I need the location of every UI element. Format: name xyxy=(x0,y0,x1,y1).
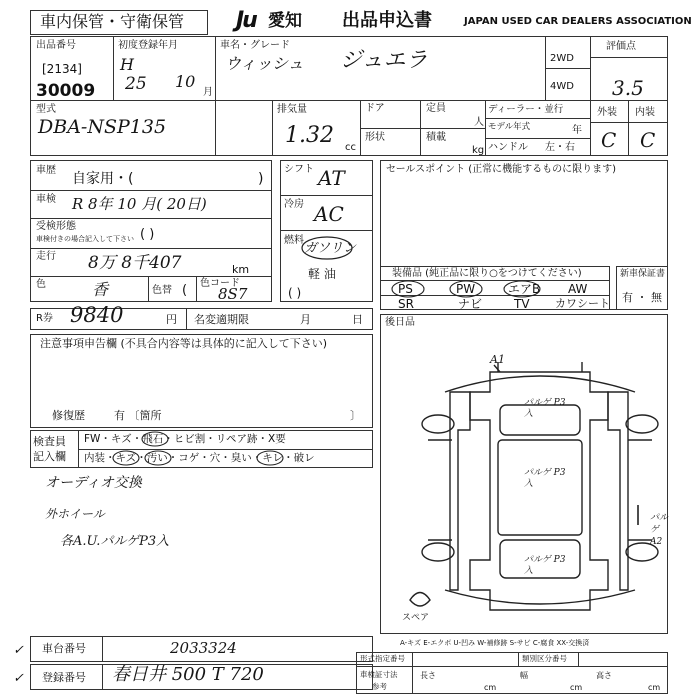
equip-sr: SR xyxy=(398,297,414,311)
fuel-paren: ( ) xyxy=(288,286,302,300)
inspect-label: 車検 xyxy=(36,194,56,205)
color-label: 色 xyxy=(36,279,46,290)
inspector-label: 検査員記入欄 xyxy=(33,435,66,463)
lot-label: 出品番号 xyxy=(36,40,76,51)
height-unit: cm xyxy=(648,683,661,692)
length-label: 長さ xyxy=(420,671,436,680)
deadline-label: 名変適期限 xyxy=(194,313,249,326)
capacity-unit: 人 xyxy=(474,117,484,128)
shift-value: AT xyxy=(318,166,345,190)
color-change-paren: ( xyxy=(182,283,188,298)
warranty-label: 新車保証書 xyxy=(620,269,666,279)
first-reg-label: 初度登録年月 xyxy=(118,40,178,51)
repair-close: 〕 xyxy=(350,409,361,422)
first-reg-month: 10 xyxy=(175,72,196,91)
diagram-mark-side: パルゲ A2 xyxy=(650,513,669,547)
equip-navi: ナビ xyxy=(458,297,483,311)
capacity-label: 定員 xyxy=(426,103,446,114)
model-year-label: モデル年式 xyxy=(488,122,531,132)
equip-seat: カワシート xyxy=(555,297,610,310)
chassis-number: 2033324 xyxy=(170,639,237,657)
drive-4wd: 4WD xyxy=(550,81,574,92)
handle-options: 左・右 xyxy=(545,142,575,153)
interior-label: 内装 xyxy=(635,107,655,118)
color-code-label: 色コード xyxy=(200,278,240,289)
ac-label: 冷房 xyxy=(284,199,304,210)
diagram-mark-roof: パルゲ P3入 xyxy=(524,468,566,489)
repair-value: 有 〔箇所 xyxy=(114,409,162,422)
fuel-diesel: 軽 油 xyxy=(308,267,336,281)
score-label: 評価点 xyxy=(606,41,636,52)
repair-label: 修復歴 xyxy=(52,409,85,422)
check-mark-1: ✓ xyxy=(13,643,24,658)
color-change-label: 色替 xyxy=(152,285,172,296)
plate-label: 登録番号 xyxy=(42,671,86,684)
cert-type-label: 形式指定番号 xyxy=(360,654,405,663)
doc-title: 出品申込書 xyxy=(342,10,432,31)
door-label: ドア xyxy=(365,103,385,114)
class-label: 類別区分番号 xyxy=(522,654,567,663)
dealer-label: ディーラー・並行 xyxy=(488,104,564,115)
warranty-options: 有 ・ 無 xyxy=(622,291,662,304)
usage-close: ) xyxy=(258,171,264,187)
diagram-mark-a1: A1 xyxy=(490,353,505,366)
disp-value: 1.32 xyxy=(285,123,334,148)
plate-number: 春日井 500 T 720 xyxy=(112,664,264,685)
car-name-label: 車名・グレード xyxy=(220,40,290,51)
mileage-label: 走行 xyxy=(36,251,56,262)
inspector-line2: 内装・キズ・汚い・コゲ・穴・臭い・キレ・破レ xyxy=(84,452,315,464)
equip-aw: AW xyxy=(568,282,588,296)
exterior-label: 外装 xyxy=(597,107,617,118)
deadline-month: 月 xyxy=(300,313,311,326)
recycle-unit: 円 xyxy=(166,313,177,326)
shape-label: 形状 xyxy=(365,132,385,143)
first-reg-era: H xyxy=(120,55,134,74)
ac-value: AC xyxy=(314,202,344,226)
mileage-value: 8万 8千407 xyxy=(88,253,182,273)
chassis-label: 車台番号 xyxy=(42,642,86,655)
note-audio: オーディオ交換 xyxy=(45,475,142,491)
usage-label: 車歴 xyxy=(36,165,56,176)
recv-note: 車検付きの場合記入して下さい xyxy=(36,235,134,243)
fuel-gasoline: ガソリン xyxy=(304,241,357,256)
load-label: 積載 xyxy=(426,132,446,143)
fuel-label: 燃料 xyxy=(284,235,304,246)
inspect-value: R 8年 10 月( 20日) xyxy=(72,195,207,213)
check-mark-2: ✓ xyxy=(13,671,24,686)
inspector-line1: FW・キズ・飛石・ヒビ割・リペア跡・X要 xyxy=(84,433,286,445)
disp-unit: cc xyxy=(345,142,356,153)
equip-ps: PS xyxy=(398,282,413,296)
sales-label: セールスポイント (正常に機能するものに限ります) xyxy=(386,164,617,175)
model-code: DBA-NSP135 xyxy=(38,116,167,138)
lot-number: 30009 xyxy=(36,81,96,101)
car-grade: ジュエラ xyxy=(340,48,428,73)
recv-label: 受検形態 xyxy=(36,221,76,232)
height-label: 高さ xyxy=(596,671,612,680)
equip-pw: PW xyxy=(456,282,476,296)
score-value: 3.5 xyxy=(612,76,644,100)
deadline-day: 日 xyxy=(352,313,363,326)
disp-label: 排気量 xyxy=(277,104,307,115)
color-value: 香 xyxy=(92,280,109,299)
handle-label: ハンドル xyxy=(488,142,528,153)
color-code-value: 8S7 xyxy=(218,285,248,303)
exterior-grade: C xyxy=(601,128,617,152)
equip-airbag: エアB xyxy=(508,282,541,296)
width-unit: cm xyxy=(570,683,583,692)
model-label: 型式 xyxy=(36,104,56,115)
ju-logo: Ju xyxy=(236,8,256,33)
assoc-name: JAPAN USED CAR DEALERS ASSOCIATION xyxy=(464,16,692,27)
note-panels: 各A.U.パルゲP3入 xyxy=(60,534,170,549)
notes-title: 注意事項申告欄 (不具合内容等は具体的に記入して下さい) xyxy=(40,337,328,350)
year-unit: 年 xyxy=(572,125,582,136)
after-items-label: 後日品 xyxy=(385,317,415,328)
equip-items-label: 装備品 (純正品に限り○をつけてください) xyxy=(392,268,582,279)
recv-paren: ( ) xyxy=(140,227,155,242)
recycle-amount: 9840 xyxy=(70,303,124,327)
lot-bracket: [2134] xyxy=(42,62,82,76)
equip-tv: TV xyxy=(514,297,530,311)
first-reg-year: 25 xyxy=(125,74,147,94)
length-unit: cm xyxy=(484,683,497,692)
drive-2wd: 2WD xyxy=(550,53,574,64)
storage-label: 車内保管・守衛保管 xyxy=(40,12,185,31)
recycle-label: R券 xyxy=(36,313,53,324)
spare-label: スペア xyxy=(402,613,430,623)
shift-label: シフト xyxy=(284,164,314,175)
load-unit: kg xyxy=(472,145,485,156)
usage-value: 自家用・( xyxy=(72,171,134,187)
damage-legend: A-キズ E-エクボ U-凹み W-補修跡 S-サビ C-腐食 XX-交換済 xyxy=(400,639,590,647)
diagram-mark-front: パルゲ P3入 xyxy=(524,398,566,419)
km-unit: km xyxy=(232,263,250,276)
note-wheel: 外ホイール xyxy=(45,507,105,521)
interior-grade: C xyxy=(640,128,656,152)
size-label: 車検証寸法 xyxy=(360,670,398,679)
month-unit: 月 xyxy=(203,87,213,98)
car-name: ウィッシュ xyxy=(225,54,304,73)
logo-region: 愛知 xyxy=(268,11,302,31)
diagram-mark-rear: パルゲ P3入 xyxy=(524,555,566,576)
ref-label: 参考 xyxy=(372,682,387,691)
width-label: 幅 xyxy=(520,671,528,680)
